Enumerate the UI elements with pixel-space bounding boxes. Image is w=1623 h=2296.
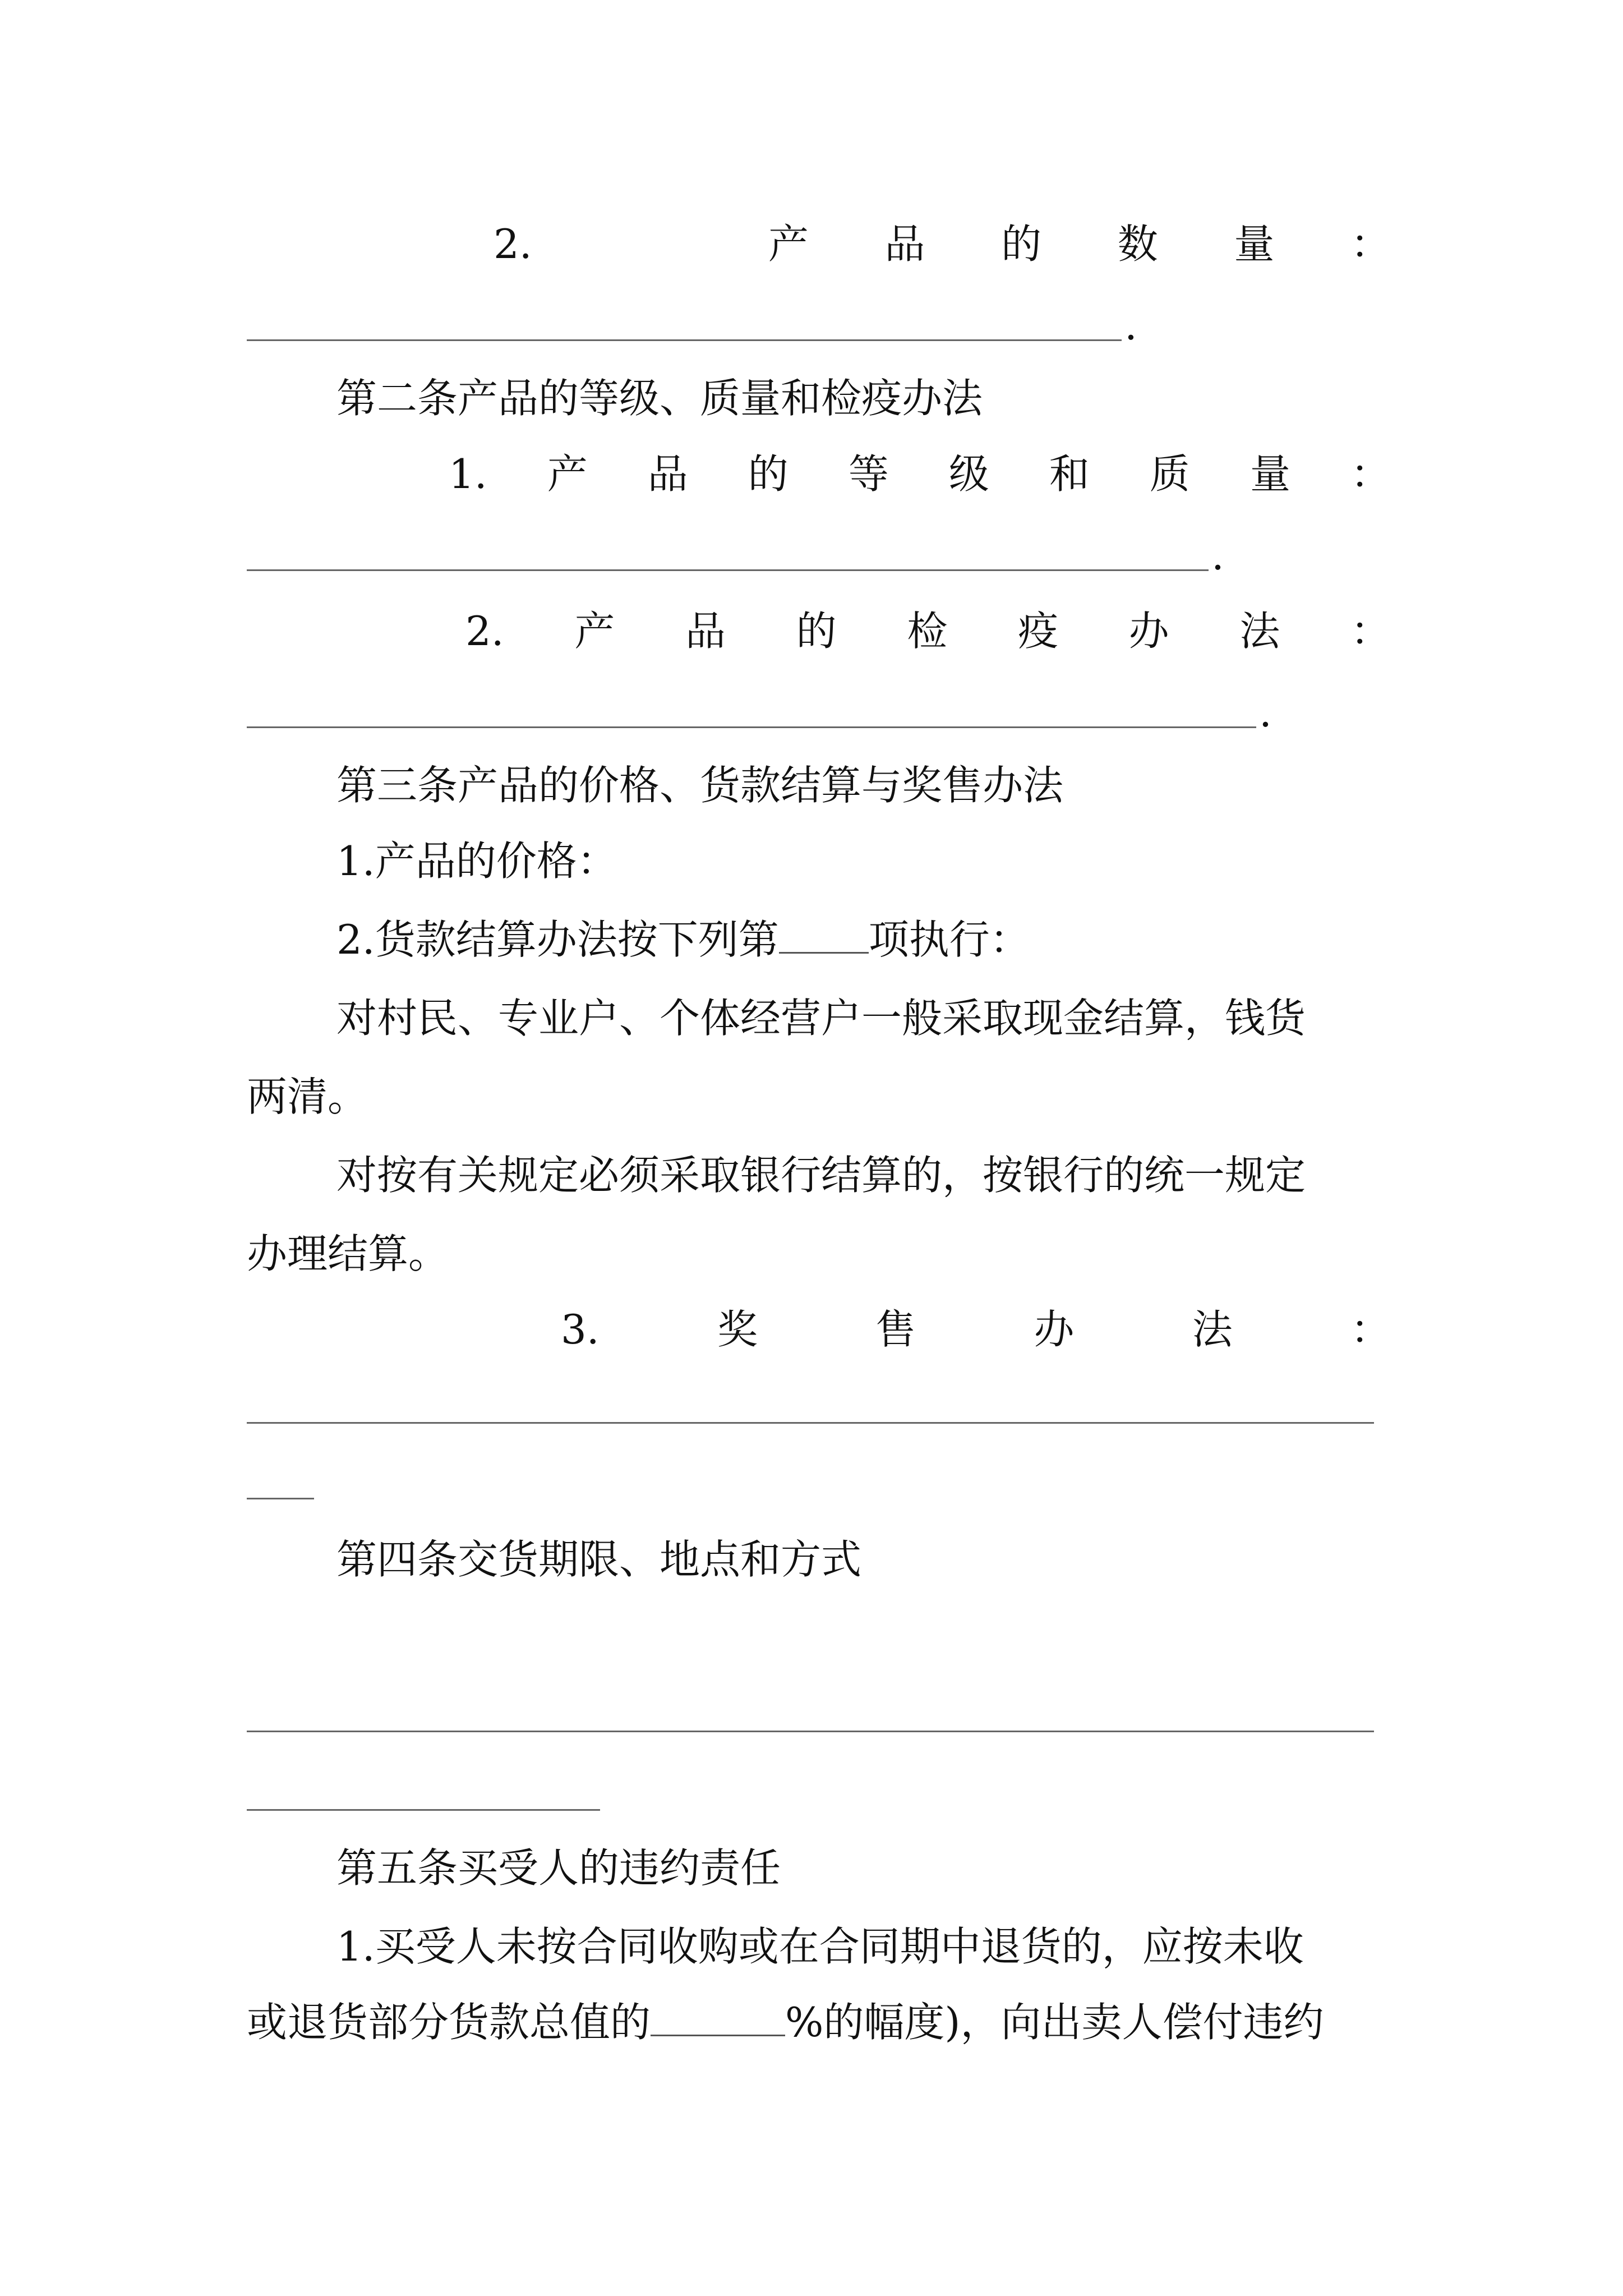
bank-paragraph-line2: 办理结算。: [247, 1230, 449, 1277]
price-item: 1.产品的价格：: [336, 838, 617, 885]
bank-paragraph-line1: 对按有关规定必须采取银行结算的，按银行的统一规定: [336, 1152, 1306, 1199]
grade-quality-heading: 1. 产 品 的 等 级 和 质 量 ：: [449, 443, 1391, 505]
quarantine-heading: 2. 产 品 的 检 疫 办 法 ：: [465, 600, 1391, 662]
article-2-title: 第二条产品的等级、质量和检疫办法: [336, 375, 983, 422]
period: .: [1124, 302, 1137, 349]
blank-line: [247, 726, 1256, 728]
item-number: 3.: [561, 1306, 600, 1353]
blank-line: [247, 1731, 1374, 1732]
blank-field: [651, 1995, 785, 2036]
cash-paragraph-line1: 对村民、专业户、个体经营户一般采取现金结算，钱货: [336, 995, 1306, 1042]
item-number: 2.: [494, 220, 532, 268]
cash-paragraph-line2: 两清。: [247, 1073, 368, 1120]
item-number: 1.: [449, 450, 487, 498]
quantity-heading: 2. 产 品 的 数 量 ：: [494, 213, 1391, 275]
article-3-title: 第三条产品的价格、货款结算与奖售办法: [336, 762, 1064, 809]
blank-line: [247, 1809, 600, 1811]
blank-line: [247, 1498, 314, 1499]
breach-paragraph-line2: 或退货部分货款总值的 %的幅度)，向出卖人偿付违约: [247, 1991, 1391, 2053]
blank-line: [247, 339, 1122, 341]
blank-line: [247, 569, 1209, 571]
sales-incentive-heading: 3. 奖 售 办 法 ：: [561, 1299, 1391, 1360]
article-4-title: 第四条交货期限、地点和方式: [336, 1536, 862, 1583]
period: .: [1211, 532, 1224, 579]
blank-line: [247, 1422, 1374, 1424]
item-number: 2.: [465, 608, 504, 655]
settlement-item: 2.货款结算办法按下列第 项执行：: [336, 909, 1481, 970]
period: .: [1259, 689, 1272, 736]
blank-field: [779, 913, 869, 954]
breach-paragraph-line1: 1.买受人未按合同收购或在合同期中退货的，应按未收: [336, 1923, 1304, 1970]
article-5-title: 第五条买受人的违约责任: [336, 1844, 781, 1892]
